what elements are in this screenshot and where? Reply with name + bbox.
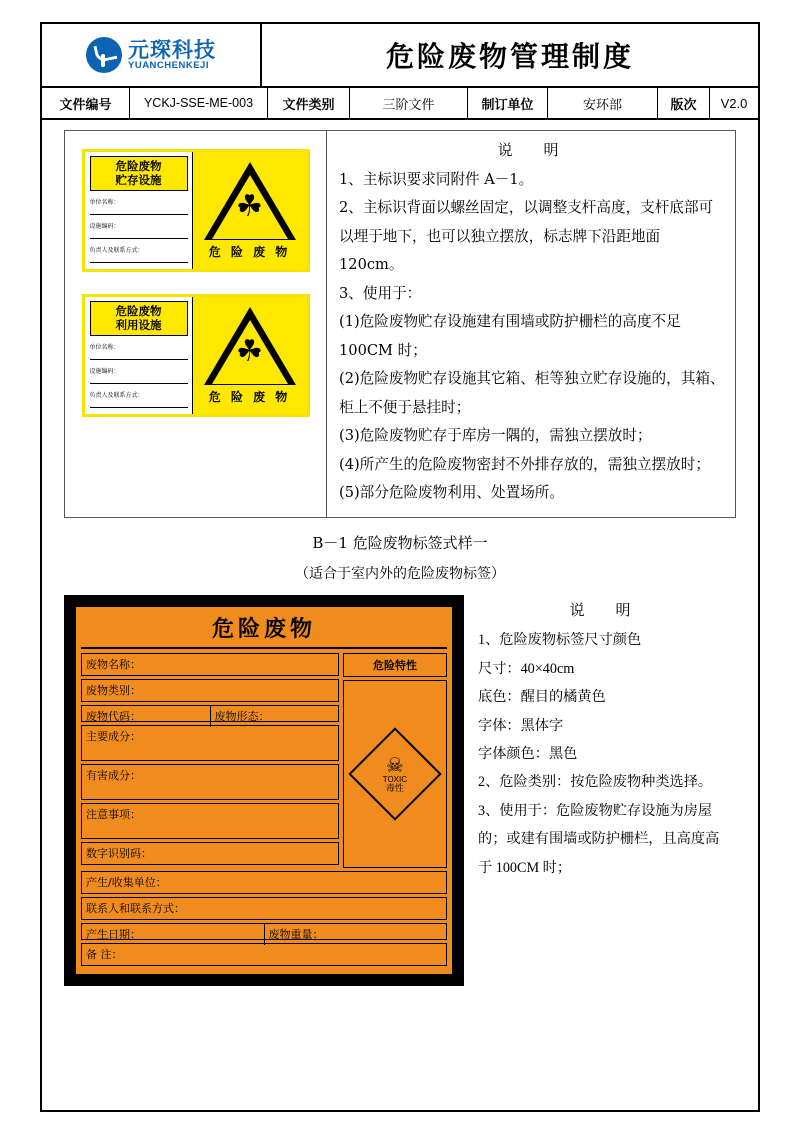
skull-icon: ☠ bbox=[386, 753, 404, 778]
storage-sign-warning-panel bbox=[193, 152, 307, 269]
waste-label-row bbox=[81, 923, 447, 940]
hazard-triangle-icon bbox=[204, 162, 296, 240]
waste-label-footer-fields bbox=[81, 871, 447, 966]
hazard-triangle-icon bbox=[204, 307, 296, 385]
logo-company-cn: 元琛科技 bbox=[128, 37, 216, 62]
utilization-sign-title-line2: 利用设施 bbox=[115, 318, 162, 333]
facility-notes-heading: 说 明 bbox=[497, 141, 567, 159]
waste-label-row: 数字识别码： bbox=[81, 842, 339, 865]
facility-note-5: (3)危险废物贮存于库房一隅的，需独立摆放时； bbox=[339, 427, 652, 445]
storage-sign-title-line2: 贮存设施 bbox=[115, 173, 162, 188]
dead-tree-icon: ☘ bbox=[236, 335, 263, 369]
waste-label-cell: 废物形态： bbox=[214, 710, 270, 724]
dead-tree-icon: ☘ bbox=[236, 190, 263, 224]
label-notes-heading: 说 明 bbox=[569, 601, 639, 620]
waste-label-block bbox=[64, 595, 736, 986]
logo-mark-icon bbox=[86, 37, 122, 73]
storage-sign-field-0: 单位名称： bbox=[90, 197, 188, 215]
waste-label-notes bbox=[464, 595, 736, 986]
waste-label-row: 有害成分： bbox=[81, 764, 339, 800]
waste-label-row: 废物名称： bbox=[81, 653, 339, 676]
document-page bbox=[40, 22, 760, 1112]
facility-note-0: 1、主标识要求同附件 A－1。 bbox=[339, 171, 534, 188]
utilization-sign-title bbox=[90, 301, 188, 336]
version-value: V2.0 bbox=[720, 95, 748, 111]
waste-label-row: 产生/收集单位： bbox=[81, 871, 447, 894]
storage-sign-info-panel bbox=[85, 152, 193, 269]
waste-label-cell: 产生日期： bbox=[82, 924, 265, 945]
utilization-facility-sign bbox=[82, 294, 310, 417]
logo-text bbox=[128, 39, 216, 71]
company-logo bbox=[42, 24, 262, 86]
storage-sign-title bbox=[90, 156, 188, 191]
waste-label-row: 主要成分： bbox=[81, 725, 339, 761]
facility-note-6: (4)所产生的危险废物密封不外排存放的，需独立摆放时； bbox=[339, 455, 710, 473]
facility-note-4: (2)危险废物贮存设施其它箱、柜等独立贮存设施的，其箱、柜上不便于悬挂时； bbox=[339, 370, 725, 416]
storage-sign-caption: 危 险 废 物 bbox=[208, 245, 291, 260]
storage-sign-title-line1: 危险废物 bbox=[115, 159, 162, 173]
utilization-sign-warning-panel bbox=[193, 297, 307, 414]
storage-sign-field-1: 设施编码： bbox=[90, 221, 188, 239]
waste-label-title: 危险废物 bbox=[81, 612, 447, 649]
waste-label-frame bbox=[64, 595, 464, 986]
utilization-sign-field-2: 负责人及联系方式： bbox=[90, 390, 188, 408]
utilization-sign-field-1: 设施编码： bbox=[90, 366, 188, 384]
waste-label-body bbox=[81, 653, 447, 868]
utilization-sign-field-0: 单位名称： bbox=[90, 342, 188, 360]
storage-sign-field-2: 负责人及联系方式： bbox=[90, 245, 188, 263]
utilization-sign-title-line1: 危险废物 bbox=[115, 303, 162, 318]
label-section-caption: B－1 危险废物标签式样一 bbox=[312, 534, 488, 553]
facility-sign-notes bbox=[327, 131, 735, 517]
doc-no-value: YCKJ-SSE-ME-003 bbox=[130, 88, 268, 118]
utilization-sign-info-panel bbox=[85, 297, 193, 414]
waste-label-row bbox=[81, 705, 339, 722]
facility-sign-block bbox=[64, 130, 736, 518]
hazard-property-panel bbox=[343, 653, 447, 868]
facility-note-7: (5)部分危险废物利用、处置场所。 bbox=[339, 483, 564, 501]
doc-no-label: 文件编号 bbox=[42, 88, 130, 118]
document-body bbox=[42, 120, 758, 986]
label-section-subcaption: （适合于室内外的危险废物标签） bbox=[295, 567, 505, 583]
waste-label-cell: 废物重量： bbox=[268, 928, 324, 942]
waste-label-fields bbox=[81, 653, 339, 868]
label-note-6: 3、使用于：危险废物贮存设施为房屋的；或建有围墙或防护栅栏，且高度高于 100CM 时； bbox=[478, 802, 720, 876]
facility-sign-images bbox=[65, 131, 327, 517]
doc-type-value: 三阶文件 bbox=[350, 88, 468, 118]
issuer-value: 安环部 bbox=[548, 88, 658, 118]
waste-label-row: 废物类别： bbox=[81, 679, 339, 702]
doc-type-label: 文件类别 bbox=[268, 88, 350, 118]
toxic-label-en: TOXIC bbox=[382, 775, 408, 785]
waste-label-row: 联系人和联系方式： bbox=[81, 897, 447, 920]
hazard-property-box bbox=[343, 680, 447, 868]
document-header bbox=[42, 24, 758, 88]
toxic-label-cn: 毒性 bbox=[385, 783, 404, 794]
label-note-2: 底色：醒目的橘黄色 bbox=[478, 689, 606, 706]
label-note-3: 字体：黑体字 bbox=[478, 717, 564, 734]
waste-label-row: 备 注： bbox=[81, 943, 447, 966]
document-meta-row bbox=[42, 88, 758, 120]
logo-company-en: YUANCHENKEJI bbox=[128, 60, 209, 72]
label-note-4: 字体颜色：黑色 bbox=[478, 746, 578, 763]
facility-note-2: 3、使用于： bbox=[339, 284, 422, 302]
page-title: 危险废物管理制度 bbox=[385, 40, 634, 73]
hazard-property-title: 危险特性 bbox=[343, 653, 447, 677]
waste-label-row: 注意事项： bbox=[81, 803, 339, 839]
version-label: 版次 bbox=[658, 88, 710, 118]
issuer-label: 制订单位 bbox=[468, 88, 548, 118]
storage-facility-sign bbox=[82, 149, 310, 272]
waste-label bbox=[74, 605, 454, 976]
utilization-sign-caption: 危 险 废 物 bbox=[208, 390, 291, 405]
label-note-5: 2、危险类别：按危险废物种类选择。 bbox=[478, 774, 713, 791]
label-note-0: 1、危险废物标签尺寸颜色 bbox=[478, 632, 642, 649]
facility-note-3: (1)危险废物贮存设施建有围墙或防护栅栏的高度不足 100CM 时； bbox=[339, 313, 681, 359]
toxic-diamond-icon bbox=[348, 728, 441, 821]
label-note-1: 尺寸：40×40cm bbox=[478, 660, 575, 677]
waste-label-cell: 废物代码： bbox=[82, 706, 211, 727]
facility-note-1: 2、主标识背面以螺丝固定，以调整支杆高度，支杆底部可以埋于地下，也可以独立摆放，标志牌下沿距地面 120cm。 bbox=[339, 199, 714, 274]
